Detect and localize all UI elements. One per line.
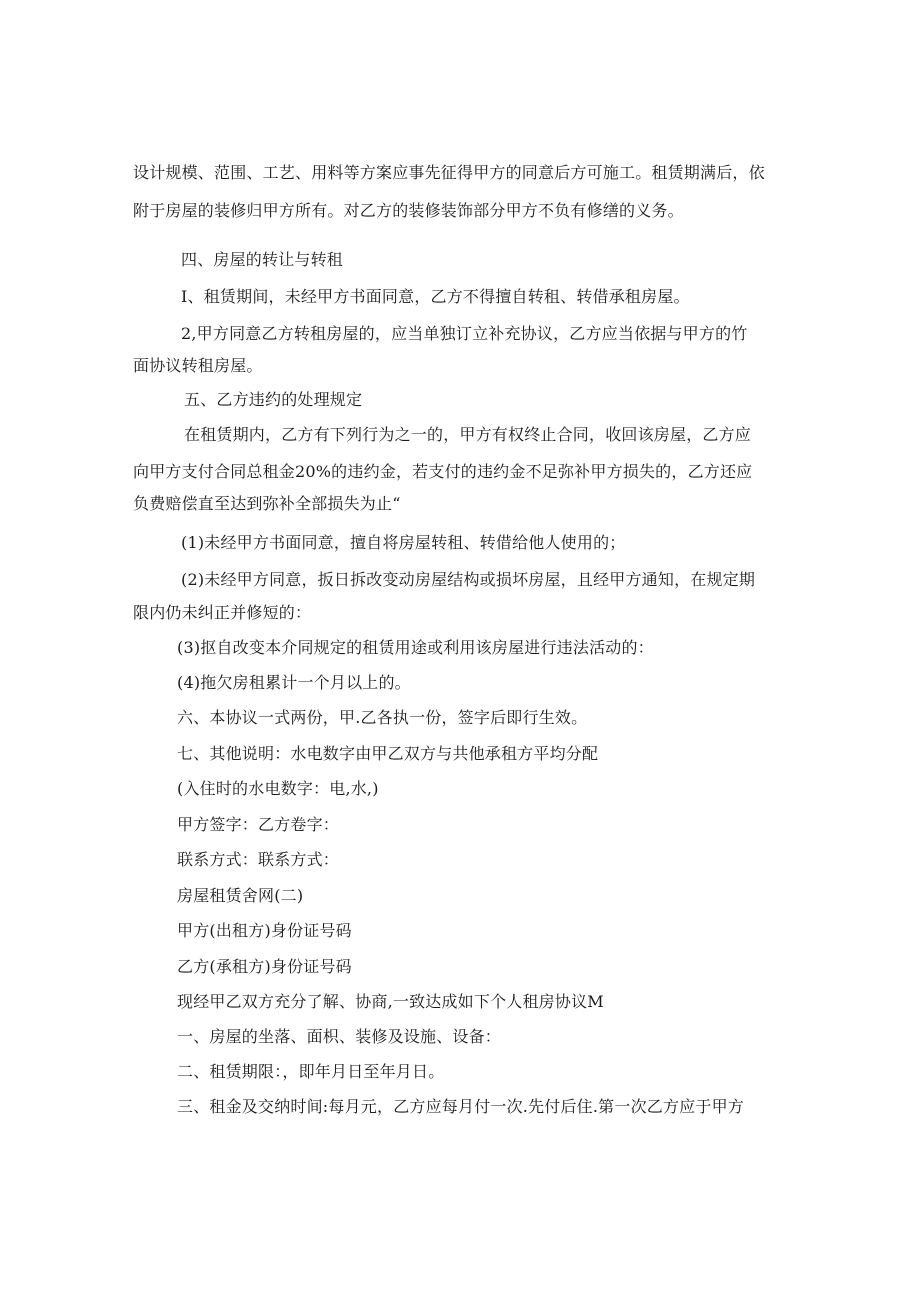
paragraph-line: 乙方(承租方)身份证号码 <box>177 957 352 976</box>
paragraph-line: I、租赁期间，未经甲方书面同意，乙方不得擅自转租、转借承租房屋。 <box>181 287 690 306</box>
paragraph-line: 甲方(出租方)身份证号码 <box>177 921 352 940</box>
section-heading: 五、乙方违约的处理规定 <box>184 390 363 409</box>
paragraph-line: 限内仍未纠正并修短的： <box>133 603 312 622</box>
paragraph-line: 六、本协议一式两份，甲.乙各执一份，签字后即行生效。 <box>177 708 588 727</box>
paragraph-line: 向甲方支付合同总租金20%的违约金，若支付的违约金不足弥补甲方损失的，乙方还应 <box>133 462 753 481</box>
paragraph-line: 负费赔偿直至达到弥补全部损失为止“ <box>133 494 401 513</box>
paragraph-line: 设计规模、范围、工艺、用料等方案应事先征得甲方的同意后方可施工。租赁期满后，依 <box>133 163 765 182</box>
document-title: 房屋租赁舍网(二) <box>177 886 304 905</box>
list-item: (2)未经甲方同意，扳日拆改变动房屋结构或损坏房屋，且经甲方通知，在规定期 <box>181 570 756 589</box>
section-heading: 二、租赁期限：，即年月日至年月日。 <box>177 1062 445 1081</box>
paragraph-line: 面协议转租房屋。 <box>133 356 263 375</box>
paragraph-line: 现经甲乙双方充分了解、协商,一致达成如下个人租房协议M <box>177 992 604 1011</box>
section-heading: 四、房屋的转让与转租 <box>181 250 344 269</box>
list-item: (1)未经甲方书面同意，擅自将房屋转租、转借给他人使用的； <box>181 533 626 552</box>
paragraph-line: 七、其他说明：水电数字由甲乙双方与共他承租方平均分配 <box>177 744 599 763</box>
section-heading: 三、租金及交纳时间:每月元，乙方应每月付一次.先付后住.第一次乙方应于甲方 <box>177 1097 744 1116</box>
section-heading: 一、房屋的坐落、面枳、装修及设施、设备： <box>177 1027 502 1046</box>
paragraph-line: (入住时的水电数字：电,水,) <box>177 779 379 798</box>
list-item: (4)拖欠房租累计一个月以上的。 <box>177 673 411 692</box>
paragraph-line: 在租赁期内，乙方有下列行为之一的，甲方有权终止合同，收回该房屋，乙方应 <box>184 425 752 444</box>
paragraph-line: 附于房屋的装修归甲方所有。对乙方的装修装饰部分甲方不负有修缮的义务。 <box>133 201 684 220</box>
paragraph-line: 2,甲方同意乙方转租房屋的，应当单独订立补充协议，乙方应当依据与甲方的竹 <box>181 324 748 343</box>
contact-line: 联系方式：联系方式： <box>177 850 340 869</box>
list-item: (3)抠自改变本介同规定的租赁用途或利用该房屋进行违法活动的： <box>177 638 654 657</box>
signature-line: 甲方签字：乙方卷字： <box>177 815 340 834</box>
